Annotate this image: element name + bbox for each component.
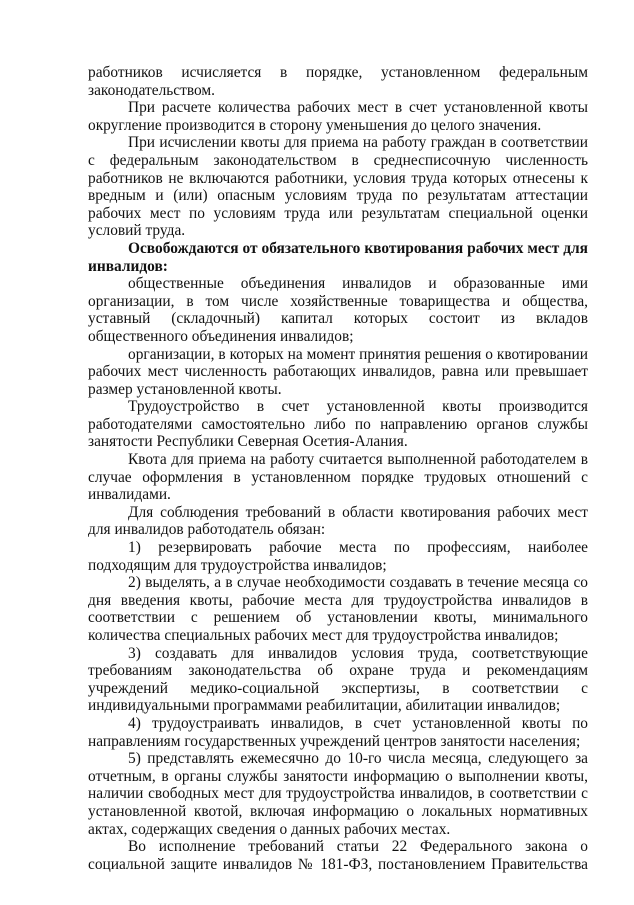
paragraph-employment-procedure: Трудоустройство в счет установленной квоты производится работодателями самостоятельно либо по направлению органов службы занятости Республики Северная Осетия-Алания. — [88, 398, 588, 451]
paragraph-rounding: При расчете количества рабочих мест в счет установленной квоты округление производится в сторону уменьшения до целого значения. — [88, 99, 588, 134]
paragraph-employer-obligations-intro: Для соблюдения требований в области квотирования рабочих мест для инвалидов работодатель обязан: — [88, 503, 588, 539]
paragraph-exemptions-heading: Освобождаются от обязательного квотирования рабочих мест для инвалидов: — [88, 239, 588, 275]
list-item-obligation-5: 5) представлять ежемесячно до 10-го числа месяца, следующего за отчетным, в органы службы занятости информацию о выполнении квоты, наличии свободных мест для трудоустройства инвалидов, в соответствии с установленной квотой, включая информацию о локальных нормативных актах, содержащих сведения о данных рабочих местах. — [88, 750, 588, 838]
paragraph-exemption-public-associations: общественные объединения инвалидов и образованные ими организации, в том числе хозяйственные товарищества и общества, уставный (складочный) капитал которых состоит из вкладов общественного объединения инвалидов; — [88, 275, 588, 345]
list-item-obligation-2: 2) выделять, а в случае необходимости создавать в течение месяца со дня введения квоты, рабочие места для трудоустройства инвалидов в соответствии с решением об установлении квоты, минимального количества специальных рабочих мест для трудоустройства инвалидов; — [88, 574, 588, 644]
list-item-obligation-4: 4) трудоустраивать инвалидов, в счет установленной квоты по направлениям государственных учреждений центров занятости населения; — [88, 714, 588, 750]
list-item-obligation-1: 1) резервировать рабочие места по профессиям, наиболее подходящим для трудоустройства инвалидов; — [88, 539, 588, 574]
document-page — [88, 64, 588, 873]
paragraph-quota-calculation: При исчислении квоты для приема на работу граждан в соответствии с федеральным законодательством в среднесписочную численность работников не включаются работники, условия труда которых отнесены к вредным и (или) опасным условиям труда по результатам аттестации рабочих мест по условиям труда или результатам специальной оценки условий труда. — [88, 134, 588, 240]
list-item-obligation-3: 3) создавать для инвалидов условия труда, соответствующие требованиям законодательства об охране труда и рекомендациям учреждений медико-социальной экспертизы, в соответствии с индивидуальными программами реабилитации, абилитации инвалидов; — [88, 644, 588, 715]
paragraph-law-reference: Во исполнение требований статьи 22 Федерального закона о социальной защите инвалидов № 181-ФЗ, постановлением Правительства — [88, 838, 588, 873]
paragraph-exemption-organizations: организации, в которых на момент принятия решения о квотировании рабочих мест численность работающих инвалидов, равна или превышает размер установленной квоты. — [88, 345, 588, 398]
paragraph-quota-fulfilled: Квота для приема на работу считается выполненной работодателем в случае оформления в установленном порядке трудовых отношений с инвалидами. — [88, 451, 588, 504]
paragraph-calculation-continued: работников исчисляется в порядке, установленном федеральным законодательством. — [88, 64, 588, 99]
